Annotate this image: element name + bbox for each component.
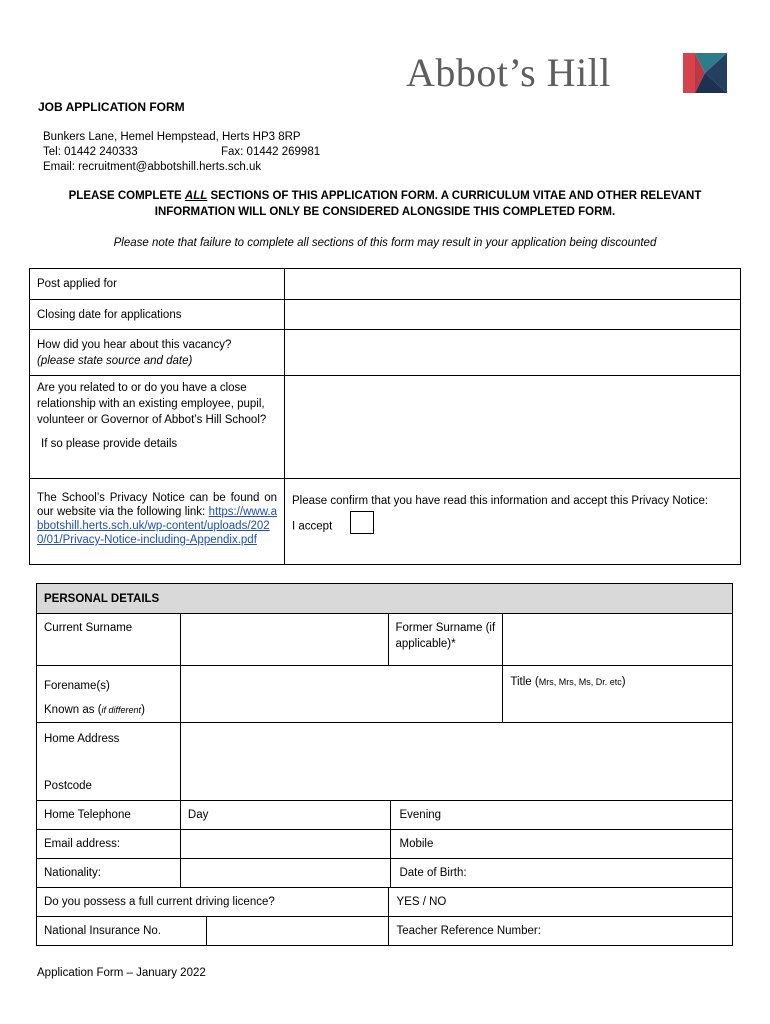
privacy-text: The School’s Privacy Notice can be found on our website via the following link: bbox=[37, 492, 277, 518]
logo-mark-icon bbox=[683, 53, 727, 93]
home-telephone-label: Home Telephone bbox=[37, 801, 181, 830]
current-surname-label: Current Surname bbox=[37, 614, 181, 666]
vacancy-table bbox=[29, 268, 741, 565]
post-applied-label: Post applied for bbox=[30, 269, 285, 300]
privacy-notice-cell bbox=[30, 479, 285, 565]
forenames-label-cell bbox=[37, 666, 181, 723]
ni-field[interactable] bbox=[206, 917, 388, 946]
related-field[interactable] bbox=[285, 376, 741, 479]
former-surname-label: Former Surname (if applicable)* bbox=[388, 614, 503, 666]
postcode-label: Postcode bbox=[44, 780, 92, 792]
home-address-label-cell bbox=[37, 723, 181, 801]
day-phone-field[interactable]: Day bbox=[180, 801, 391, 830]
driving-licence-label: Do you possess a full current driving licence? bbox=[37, 888, 389, 917]
title-options: Mrs, Mrs, Ms, Dr. etc bbox=[538, 677, 622, 687]
related-details-label: If so please provide details bbox=[41, 438, 178, 450]
notice-emphasis: ALL bbox=[184, 190, 208, 202]
school-logo bbox=[400, 40, 740, 98]
known-as-close: ) bbox=[141, 704, 145, 716]
teacher-reference-field[interactable]: Teacher Reference Number: bbox=[388, 917, 733, 946]
former-surname-field[interactable] bbox=[503, 614, 733, 666]
hear-about-label bbox=[30, 330, 285, 376]
title-label: Title ( bbox=[510, 676, 539, 688]
accept-label: I accept bbox=[292, 520, 333, 533]
related-question: Are you related to or do you have a close relationship with an existing employee, pupil, volunteer or Governor of Abbot’s Hill School? bbox=[37, 382, 267, 426]
completion-notice bbox=[40, 188, 730, 220]
forenames-field[interactable] bbox=[180, 666, 502, 723]
post-applied-field[interactable] bbox=[285, 269, 741, 300]
forenames-label: Forename(s) bbox=[44, 680, 110, 692]
personal-details-heading: PERSONAL DETAILS bbox=[37, 584, 733, 614]
notice-pre: PLEASE COMPLETE bbox=[68, 190, 185, 202]
logo-wordmark: Abbot’s Hill bbox=[406, 50, 611, 95]
closing-date-field[interactable] bbox=[285, 300, 741, 330]
home-address-label: Home Address bbox=[44, 733, 120, 745]
title-close: ) bbox=[621, 676, 626, 688]
email-label: Email address: bbox=[37, 830, 181, 859]
dob-field[interactable]: Date of Birth: bbox=[391, 859, 733, 888]
privacy-link[interactable]: https://www.abbotshill.herts.sch.uk/wp-content/uploads/2020/01/Privacy-Notice-including-Appendix.pdf bbox=[37, 506, 277, 546]
fax: Fax: 01442 269981 bbox=[221, 146, 321, 158]
accept-checkbox[interactable] bbox=[350, 511, 374, 534]
form-title: JOB APPLICATION FORM bbox=[38, 100, 185, 114]
known-as-label: Known as ( bbox=[44, 704, 102, 716]
mobile-field[interactable]: Mobile bbox=[391, 830, 733, 859]
ni-label: National Insurance No. bbox=[37, 917, 207, 946]
footer-text: Application Form – January 2022 bbox=[37, 967, 206, 979]
discount-warning: Please note that failure to complete all sections of this form may result in your application being discounted bbox=[113, 237, 657, 249]
personal-details-table bbox=[36, 583, 733, 946]
email-field[interactable] bbox=[180, 830, 391, 859]
related-label bbox=[30, 376, 285, 479]
hear-about-field[interactable] bbox=[285, 330, 741, 376]
nationality-label: Nationality: bbox=[37, 859, 181, 888]
evening-phone-field[interactable]: Evening bbox=[391, 801, 733, 830]
privacy-confirm-cell bbox=[285, 479, 741, 565]
privacy-confirm-text: Please confirm that you have read this information and accept this Privacy Notice: bbox=[292, 495, 709, 507]
closing-date-label: Closing date for applications bbox=[30, 300, 285, 330]
driving-licence-answer[interactable]: YES / NO bbox=[388, 888, 733, 917]
nationality-field[interactable] bbox=[180, 859, 391, 888]
address-line: Bunkers Lane, Hemel Hempstead, Herts HP3 8RP bbox=[43, 131, 301, 143]
contact-details bbox=[43, 130, 321, 175]
home-address-field[interactable] bbox=[180, 723, 732, 801]
telephone: Tel: 01442 240333 bbox=[43, 146, 138, 158]
notice-post: SECTIONS OF THIS APPLICATION FORM. A CURRICULUM VITAE AND OTHER RELEVANT INFORMATION WILL ONLY BE CONSIDERED ALONGSIDE THIS COMPLETED FORM. bbox=[154, 190, 702, 218]
hear-about-note: (please state source and date) bbox=[37, 355, 193, 367]
hear-about-question: How did you hear about this vacancy? bbox=[37, 339, 232, 351]
known-as-note: if different bbox=[101, 705, 142, 715]
title-cell[interactable] bbox=[503, 666, 733, 723]
email: Email: recruitment@abbotshill.herts.sch.uk bbox=[43, 161, 262, 173]
current-surname-field[interactable] bbox=[180, 614, 388, 666]
